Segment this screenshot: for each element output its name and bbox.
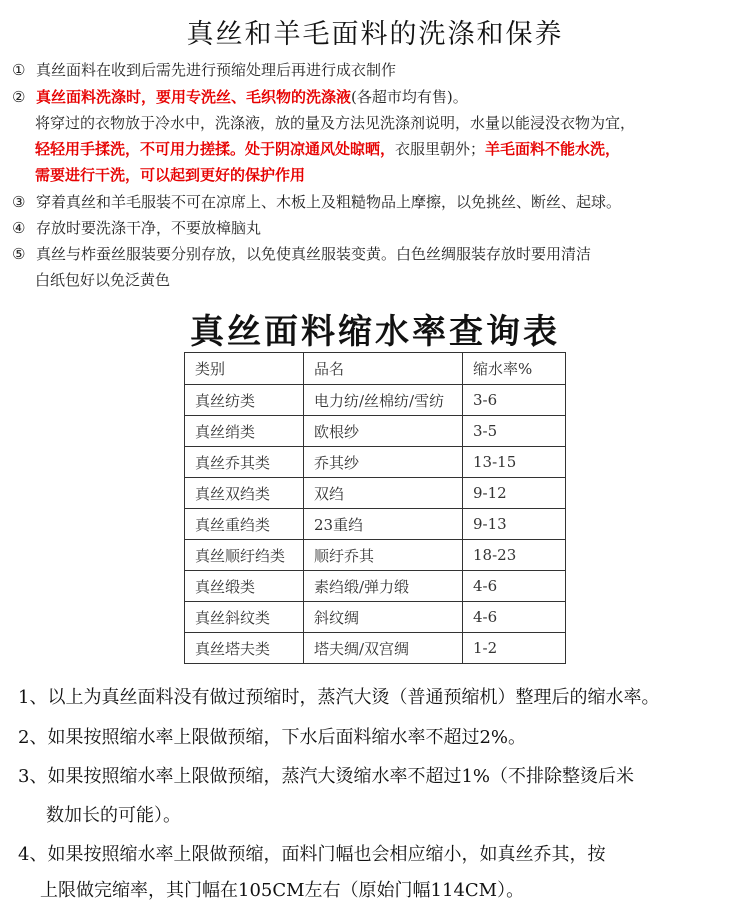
cell-shrinkage: 9-13 (463, 509, 566, 540)
note-number: 2、 (18, 727, 48, 748)
note-3 (18, 762, 634, 792)
cell-shrinkage: 1-2 (463, 633, 566, 664)
care-item-2-line-3 (35, 138, 620, 160)
table-row (185, 385, 566, 416)
cell-product: 塔夫绸/双宫绸 (304, 633, 463, 664)
note-text: 如果按照缩水率上限做预缩，面料门幅也会相应缩小，如真丝乔其，按 (47, 844, 606, 865)
care-text: (各超市均有售)。 (351, 88, 468, 106)
cell-shrinkage: 4-6 (463, 602, 566, 633)
cell-product: 双绉 (304, 478, 463, 509)
cell-category: 真丝顺纡绉类 (185, 540, 304, 571)
note-text: 如果按照缩水率上限做预缩，下水后面料缩水率不超过2%。 (47, 727, 527, 748)
cell-product: 电力纺/丝棉纺/雪纺 (304, 385, 463, 416)
cell-category: 真丝绡类 (185, 416, 304, 447)
care-warning-text: 羊毛面料不能水洗， (485, 140, 621, 158)
cell-shrinkage: 4-6 (463, 571, 566, 602)
table-row (185, 602, 566, 633)
cell-shrinkage: 18-23 (463, 540, 566, 571)
note-4 (18, 840, 605, 870)
cell-shrinkage: 9-12 (463, 478, 566, 509)
circled-number-1: ① (12, 61, 26, 79)
care-text: 穿着真丝和羊毛服装不可在凉席上、木板上及粗糙物品上摩擦，以免挑丝、断丝、起球。 (36, 193, 622, 211)
circled-number-2: ② (12, 88, 26, 106)
table-row (185, 416, 566, 447)
care-item-5 (12, 243, 591, 265)
table-header-row (185, 353, 566, 385)
cell-product: 23重绉 (304, 509, 463, 540)
cell-shrinkage: 13-15 (463, 447, 566, 478)
care-item-1 (12, 59, 396, 81)
cell-product: 斜纹绸 (304, 602, 463, 633)
table-row (185, 571, 566, 602)
cell-category: 真丝乔其类 (185, 447, 304, 478)
cell-product: 欧根纱 (304, 416, 463, 447)
care-text: 真丝与柞蚕丝服装要分别存放，以免使真丝服装变黄。白色丝绸服装存放时要用清洁 (36, 245, 592, 263)
note-3-line-2: 数加长的可能）。 (46, 805, 181, 826)
cell-shrinkage: 3-5 (463, 416, 566, 447)
care-item-3 (12, 191, 621, 213)
circled-number-3: ③ (12, 193, 26, 211)
care-item-4 (12, 217, 261, 239)
circled-number-5: ⑤ (12, 245, 26, 263)
table-row (185, 633, 566, 664)
cell-product: 乔其纱 (304, 447, 463, 478)
care-item-2-line-2: 将穿过的衣物放于冷水中，洗涤液，放的量及方法见洗涤剂说明，水量以能浸没衣物为宜， (35, 114, 636, 132)
shrinkage-table (184, 352, 566, 664)
note-text: 如果按照缩水率上限做预缩，蒸汽大烫缩水率不超过1%（不排除整烫后米 (47, 766, 635, 787)
note-number: 4、 (18, 844, 48, 865)
header-shrinkage: 缩水率% (463, 353, 566, 385)
note-4-line-2: 上限做完缩率，其门幅在105CM左右（原始门幅114CM）。 (40, 880, 525, 901)
cell-shrinkage: 3-6 (463, 385, 566, 416)
cell-category: 真丝纺类 (185, 385, 304, 416)
note-1 (18, 683, 659, 713)
note-text: 以上为真丝面料没有做过预缩时，蒸汽大烫（普通预缩机）整理后的缩水率。 (47, 687, 660, 708)
table-row (185, 478, 566, 509)
header-product: 品名 (304, 353, 463, 385)
care-text: 存放时要洗涤干净，不要放樟脑丸 (36, 219, 262, 237)
care-text: 真丝面料在收到后需先进行预缩处理后再进行成衣制作 (36, 61, 397, 79)
care-item-2 (12, 86, 468, 108)
cell-category: 真丝双绉类 (185, 478, 304, 509)
care-warning-text: 真丝面料洗涤时，要用专洗丝、毛织物的洗涤液 (36, 88, 352, 106)
care-item-2-line-4: 需要进行干洗，可以起到更好的保护作用 (35, 166, 306, 184)
cell-product: 顺纡乔其 (304, 540, 463, 571)
cell-category: 真丝斜纹类 (185, 602, 304, 633)
table-row (185, 447, 566, 478)
table-title: 真丝面料缩水率查询表 (190, 312, 560, 352)
header-category: 类别 (185, 353, 304, 385)
care-item-5-line-2: 白纸包好以免泛黄色 (35, 271, 171, 289)
care-text: 衣服里朝外； (395, 140, 486, 158)
circled-number-4: ④ (12, 219, 26, 237)
note-number: 1、 (18, 687, 48, 708)
cell-product: 素绉缎/弹力缎 (304, 571, 463, 602)
note-number: 3、 (18, 766, 48, 787)
table-row (185, 509, 566, 540)
note-2 (18, 723, 526, 753)
cell-category: 真丝重绉类 (185, 509, 304, 540)
table-row (185, 540, 566, 571)
page-title: 真丝和羊毛面料的洗涤和保养 (186, 19, 564, 50)
cell-category: 真丝缎类 (185, 571, 304, 602)
cell-category: 真丝塔夫类 (185, 633, 304, 664)
care-warning-text: 轻轻用手揉洗，不可用力搓揉。处于阴凉通风处晾晒， (35, 140, 396, 158)
